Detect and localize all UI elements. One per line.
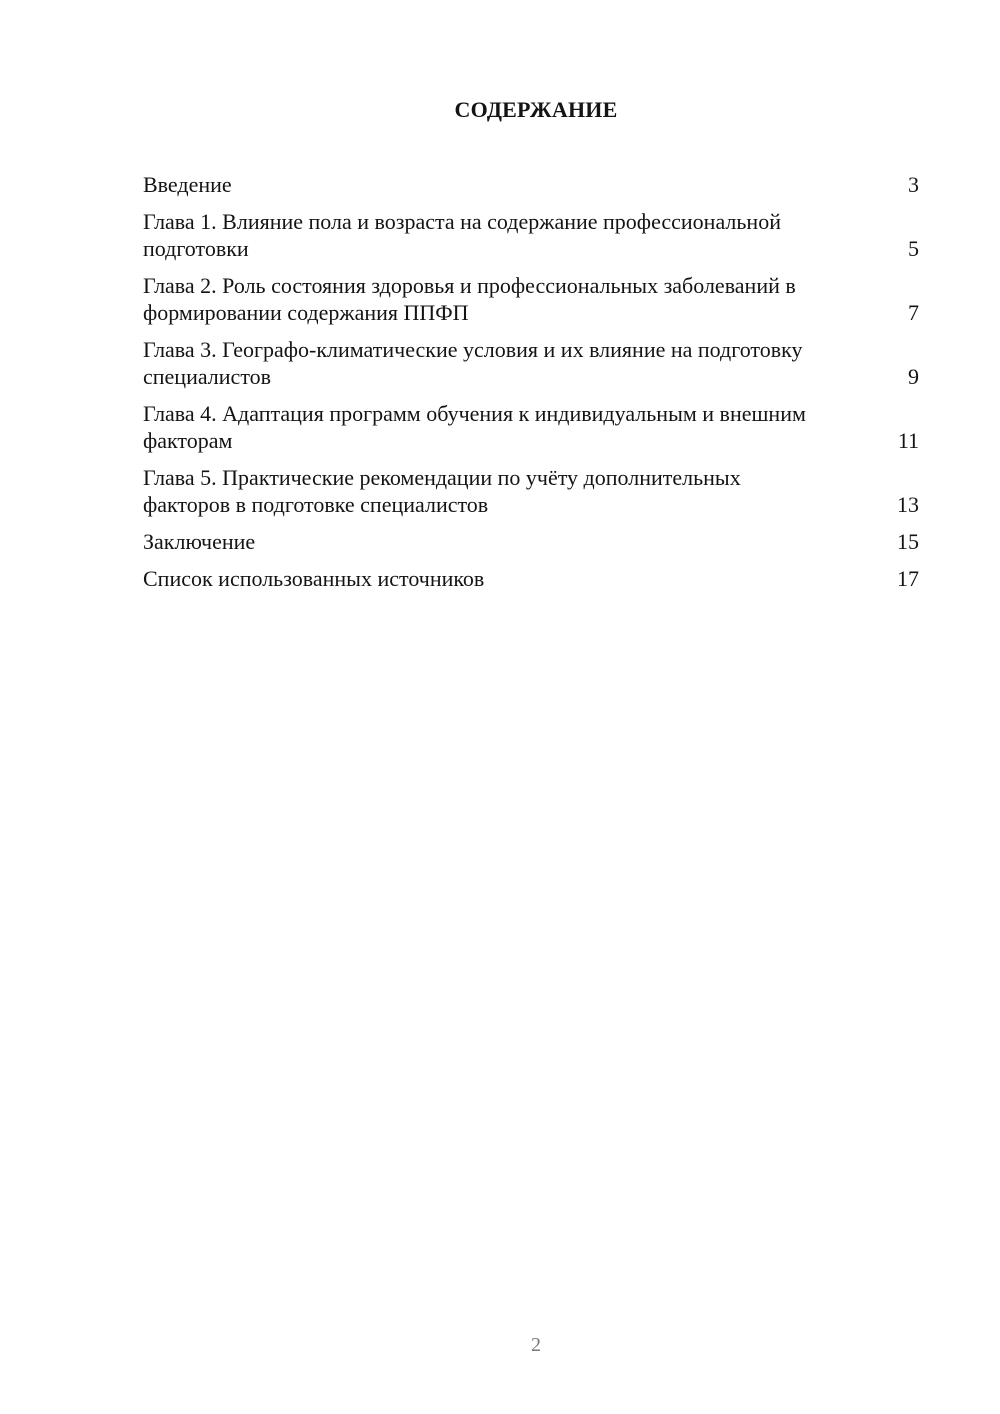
toc-entry-references	[143, 565, 919, 592]
toc-entry-page: 15	[897, 529, 919, 554]
toc-entry-text: Список использованных источников	[143, 566, 485, 591]
toc-list	[143, 171, 919, 602]
toc-entry-text: Глава 5. Практические рекомендации по учёту дополнительных факторов в подготовке специалистов	[143, 465, 741, 517]
toc-entry-conclusion	[143, 528, 919, 555]
toc-title: СОДЕРЖАНИЕ	[454, 97, 618, 122]
toc-entry-chapter-2	[143, 272, 919, 326]
toc-entry-text: Введение	[143, 172, 232, 197]
toc-entry-text: Глава 1. Влияние пола и возраста на содержание профессиональной подготовки	[143, 209, 781, 261]
toc-entry-chapter-4	[143, 400, 919, 454]
toc-entry-page: 13	[897, 492, 919, 517]
toc-entry-page: 11	[897, 428, 919, 453]
toc-entry-page: 7	[908, 300, 919, 325]
toc-entry-chapter-3	[143, 336, 919, 390]
page-number: 2	[531, 1334, 541, 1356]
toc-entry-page: 9	[908, 364, 919, 389]
toc-entry-page: 17	[897, 566, 919, 591]
toc-entry-page: 5	[908, 236, 919, 261]
toc-entry-page: 3	[908, 172, 919, 197]
toc-entry-text: Глава 4. Адаптация программ обучения к индивидуальным и внешним факторам	[143, 401, 806, 453]
toc-entry-text: Глава 2. Роль состояния здоровья и профессиональных заболеваний в формировании содержания ППФП	[143, 273, 796, 325]
toc-entry-chapter-1	[143, 208, 919, 262]
toc-entry-introduction	[143, 171, 919, 198]
toc-entry-text: Заключение	[143, 529, 256, 554]
toc-entry-text: Глава 3. Географо-климатические условия и их влияние на подготовку специалистов	[143, 337, 803, 389]
toc-entry-chapter-5	[143, 464, 919, 518]
